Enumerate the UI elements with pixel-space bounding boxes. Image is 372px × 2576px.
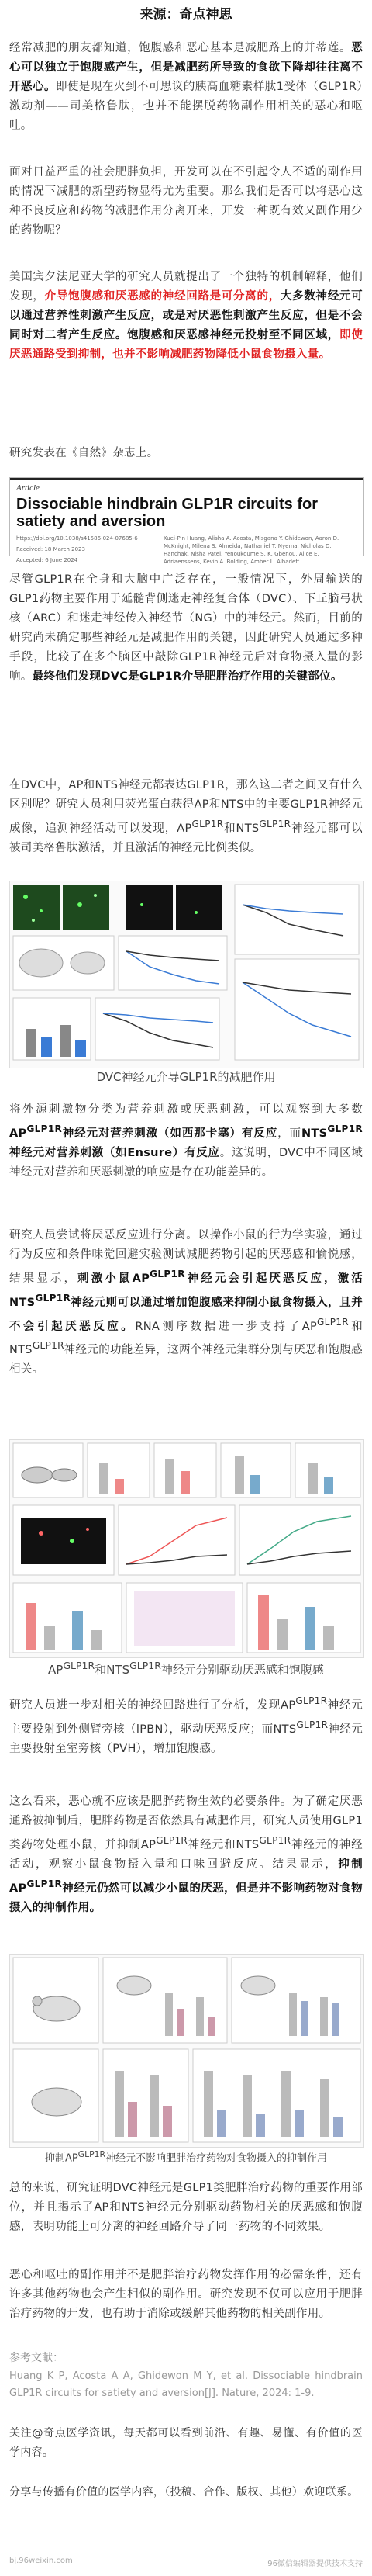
inhib-text-3: 神经元的神经活动，观察小鼠食物摄入量和口味回避反应。结果显示， <box>9 1838 363 1871</box>
inhib-sup-3: GLP1R <box>26 1878 63 1889</box>
proj-sup-2: GLP1R <box>296 1719 329 1730</box>
paragraph-aversion <box>9 1226 363 1380</box>
finding-red-2: 即使厌恶通路受到抑制，也并不影响减肥药物降低小鼠食物摄入量。 <box>9 329 363 361</box>
finding-text: 美国宾夕法尼亚大学的研究人员就提出了一个独特的机制解释，他们发现， <box>9 271 363 303</box>
references-heading: 参考文献： <box>9 2352 64 2364</box>
stim-text-2: ，而 <box>277 1127 301 1140</box>
inhib-sup-2: GLP1R <box>259 1835 291 1846</box>
article-label: Article <box>10 478 363 493</box>
fig2-cap-1: AP <box>48 1663 64 1677</box>
avers-bold-1c: 神经元则可以通过增加饱腹感来抑制小鼠食物摄入，且并不会引起厌恶反应。 <box>9 1296 363 1333</box>
inhib-text-1: 这么看来，恶心就不应该是肥胖药物生效的必要条件。为了确定厌恶通路被抑制后，肥胖药物是否依然具有减肥作用，研究人员使用GLP1类药物处理小鼠，并抑制AP <box>9 1795 363 1851</box>
stim-sup-2: GLP1R <box>327 1124 363 1134</box>
figure-2-caption <box>0 1660 372 1678</box>
stim-bold-2a: NTS <box>301 1127 328 1140</box>
avers-text-1: 研究人员尝试将厌恶反应进行分离。以操作小鼠的行为学实验，通过行为反应和条件味觉回避实验测试减肥药物引起的厌恶感和愉悦感，结果显示， <box>9 1229 363 1285</box>
fig2-cap-sup-2: GLP1R <box>129 1660 161 1671</box>
stim-bold-1b: 神经元对营养刺激（如西那卡塞）有反应 <box>62 1127 278 1140</box>
proj-text-1: 研究人员进一步对相关的神经回路进行了分析，发现AP <box>9 1698 296 1712</box>
article-accepted: Accepted: 6 June 2024 <box>16 557 78 563</box>
proj-sup-1: GLP1R <box>295 1695 328 1706</box>
proj-text-2: 神经元主要投射到外侧臂旁核（lPBN），驱动厌恶反应；而NTS <box>9 1698 363 1736</box>
paragraph-stimuli <box>9 1100 363 1182</box>
apnts-sup-2: GLP1R <box>259 819 291 829</box>
intro-text: 经常减肥的朋友都知道，饱腹感和恶心基本是减肥路上的并蒂莲。 <box>9 42 352 54</box>
apnts-text-4: 神经元都可以被司美格鲁肽激活，并且激活的神经元比例类似。 <box>9 822 363 854</box>
reference-1: Huang K P, Acosta A A, Ghidewon M Y, et al. Dissociable hindbrain GLP1R circuits for satiety and aversion[J]. Nature, 2024: 1-9. <box>9 2370 363 2399</box>
paragraph-ap-nts <box>9 776 363 858</box>
paragraph-dvc <box>9 570 363 687</box>
inhib-text-2: 神经元和NTS <box>188 1838 260 1851</box>
inhib-bold-1b: 神经元仍然可以减少小鼠的厌恶，但是并不影响药物对食物摄入的抑制作用。 <box>9 1882 363 1914</box>
dvc-text: 尽管GLP1R在全身和大脑中广泛存在，一般情况下，外周输送的GLP1药物主要作用于延髓背侧迷走神经复合体（DVC）、下丘脑弓状核（ARC）和迷走神经传入神经节（NG）中的神经元。然而，目前的研究尚未确定哪些神经元是减肥作用的关键，因此研究人员通过多种手段，比较了在多个脑区中敲除GLP1R神经元后对食物摄入量的影响。 <box>9 573 363 683</box>
fig3-cap-1: 抑制AP <box>44 2152 78 2165</box>
apnts-text-3: 和NTS <box>223 822 260 835</box>
article-received: Received: 18 March 2023 <box>16 546 85 552</box>
stim-text-1: 将外源刺激物分类为营养刺激或厌恶刺激，可以观察到大多数 <box>9 1103 363 1116</box>
source-header: 来源：奇点神思 <box>140 7 232 23</box>
intro-text-2: 即使是现在火到不可思议的胰高血糖素样肽1受体（GLP1R）激动剂——司美格鲁肽，也并不能摆脱药物副作用相关的恶心和呕吐。 <box>9 81 363 132</box>
paragraph-projection <box>9 1691 363 1759</box>
avers-sup-1: GLP1R <box>150 1269 185 1279</box>
figure-3 <box>9 1954 364 2148</box>
fig2-cap-sup-1: GLP1R <box>63 1660 95 1671</box>
fig3-cap-2: 神经元不影响肥胖治疗药物对食物摄入的抑制作用 <box>105 2152 328 2165</box>
paragraph-inhibition <box>9 1792 363 1918</box>
avers-sup-4: GLP1R <box>32 1340 64 1352</box>
proj-text-3: 神经元主要投射至室旁核（PVH），增加饱腹感。 <box>9 1723 363 1755</box>
footer-left[interactable]: bj.96weixin.com <box>9 2557 73 2565</box>
paragraph-side-effects: 恶心和呕吐的副作用并不是肥胖治疗药物发挥作用的必需条件，还有许多其他药物也会产生相似的副作用。研究发现不仅可以应用于肥胖治疗药物的开发，也有助于消除或缓解其他药物的相关副作用。 <box>9 2269 363 2320</box>
inhib-bold-1a: 抑制AP <box>9 1858 363 1895</box>
apnts-text-2: 获得AP和NTS中的主要GLP1R神经元成像，追测神经活动可以发现，AP <box>9 798 363 835</box>
figure-1-graphic <box>10 881 363 1068</box>
avers-sup-3: GLP1R <box>317 1316 349 1328</box>
apnts-text-1: 在DVC中，AP和NTS神经元都表达GLP1R，那么这二者之间又有什么区别呢？研究人员利用荧光蛋白 <box>9 779 363 811</box>
figure-1-caption: DVC神经元介导GLP1R的减肥作用 <box>96 1070 276 1084</box>
article-title: Dissociable hindbrain GLP1R circuits for satiety and aversion <box>16 496 318 530</box>
article-screenshot <box>9 477 364 565</box>
intro-bold: 恶心可以独立于饱腹感产生，但是减肥药所导致的食欲下降却往往离不开恶心。 <box>9 42 363 93</box>
avers-text-3: 和NTS <box>9 1320 363 1357</box>
figure-2-graphic <box>10 1440 363 1657</box>
inhib-sup-1: GLP1R <box>156 1835 188 1846</box>
stim-bold-1a: AP <box>9 1127 27 1140</box>
share-note: 分享与传播有价值的医学内容，（投稿、合作、版权、其他）欢迎联系。 <box>9 2486 359 2498</box>
article-authors: Kuei-Pin Huang, Alisha A. Acosta, Misgana Y. Ghidewon, Aaron D. McKnight, Milena S. Almeida, Nathaniel T. Nyema, Nicholas D. Hanchak, Nisha Patel, Yenoukoume S. K. Gbenou, Alice E. Adriaenssens, Kevin A. Bolding, Amber L. Alhadeff <box>164 535 339 565</box>
figure-1 <box>9 881 364 1068</box>
paragraph-intro <box>9 39 363 136</box>
avers-bold-1b: 神经元会引起厌恶反应，激活NTS <box>9 1272 363 1309</box>
figure-3-graphic <box>10 1955 363 2147</box>
article-doi: https://doi.org/10.1038/s41586-024-07685-6 <box>16 535 138 542</box>
finding-bold-2: 饱腹感和厌恶感神经元投射至不同区域， <box>127 329 339 341</box>
avers-text-4: 神经元的功能差异，这两个神经元集群分别与厌恶和饱腹感相关。 <box>9 1344 363 1376</box>
fig3-cap-sup: GLP1R <box>78 2149 106 2159</box>
fig2-cap-2: 和NTS <box>95 1663 130 1677</box>
fig2-cap-3: 神经元分别驱动厌恶感和饱腹感 <box>160 1663 324 1677</box>
dvc-bold: 最终他们发现DVC是GLP1R介导肥胖治疗作用的关键部位。 <box>32 670 343 683</box>
finding-bold-1: 大多数神经元可以通过营养性刺激产生反应，或是对厌恶性刺激产生反应，但是不会同时对二者产生反应。 <box>9 290 363 341</box>
avers-text-2: RNA测序数据进一步支持了AP <box>135 1320 317 1333</box>
paragraph-finding <box>9 268 363 365</box>
stim-sup-1: GLP1R <box>26 1124 63 1134</box>
paragraph-published: 研究发表在《自然》杂志上。 <box>9 447 159 459</box>
apnts-sup-1: GLP1R <box>191 819 224 829</box>
stim-bold-2b: 神经元对营养刺激（如Ensure）有反应 <box>9 1146 220 1159</box>
paragraph-question: 面对日益严重的社会肥胖负担，开发可以在不引起令人不适的副作用的情况下减肥的新型药物显得尤为重要。那么我们是否可以将恶心这种不良反应和药物的减肥作用分离开来，开发一种既有效又副作用少的药物呢？ <box>9 166 363 237</box>
finding-red-1: 介导饱腹感和厌恶感的神经回路是可分离的， <box>44 290 281 303</box>
footer-right: 96微信编辑器提供技术支持 <box>267 2560 363 2568</box>
paragraph-summary: 总的来说，研究证明DVC神经元是GLP1类肥胖治疗药物的重要作用部位，并且揭示了AP和NTS神经元分别驱动药物相关的厌恶感和饱腹感，表明功能上可分离的神经回路介导了同一药物的不同效果。 <box>9 2182 363 2233</box>
avers-sup-2: GLP1R <box>35 1292 71 1304</box>
figure-2 <box>9 1439 364 1658</box>
stim-text-3: 。这说明，DVC中不同区域神经元对营养和厌恶刺激的响应是存在功能差异的。 <box>9 1146 363 1179</box>
follow-note: 关注@奇点医学资讯，每天都可以看到前沿、有趣、易懂、有价值的医学内容。 <box>9 2427 363 2459</box>
avers-bold-1a: 刺激小鼠AP <box>78 1272 150 1285</box>
figure-3-caption <box>0 2149 372 2164</box>
